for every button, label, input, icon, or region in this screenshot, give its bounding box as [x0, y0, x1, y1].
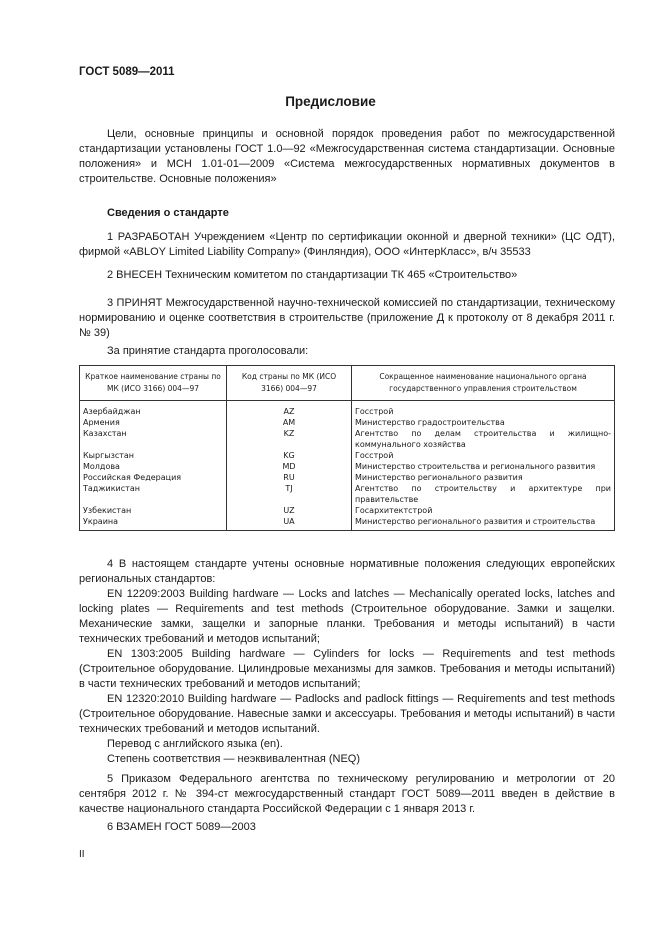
- code-cell: AM: [227, 417, 352, 428]
- table-row: [80, 516, 615, 531]
- country-cell: Таджикистан: [80, 483, 227, 505]
- table-row: [80, 461, 615, 472]
- code-cell: TJ: [227, 483, 352, 505]
- country-cell: Молдова: [80, 461, 227, 472]
- item-introduced: 2 ВНЕСЕН Техническим комитетом по стандартизации ТК 465 «Строительство»: [107, 269, 518, 281]
- intro-paragraph: Цели, основные принципы и основной порядок проведения работ по межгосударственной стандартизации установлены ГОСТ 1.0—92 «Межгосударственная система стандартизации. Основные положения» и МСН 1.01-01—2009 «Система межгосударственных нормативных документов в строительстве. Основные положения»: [79, 128, 615, 185]
- about-heading: Сведения о стандарте: [107, 207, 229, 219]
- col-header-country: Краткое наименование страны по МК (ИСО 3166) 004—97: [80, 366, 227, 401]
- code-cell: MD: [227, 461, 352, 472]
- org-cell: Госстрой: [352, 450, 615, 461]
- country-cell: Украина: [80, 516, 227, 531]
- voted-label: За принятие стандарта проголосовали:: [107, 345, 309, 357]
- code-cell: KZ: [227, 428, 352, 450]
- org-cell: Министерство регионального развития: [352, 472, 615, 483]
- table-row: [80, 450, 615, 461]
- country-cell: Российская Федерация: [80, 472, 227, 483]
- table-header-row: [80, 366, 615, 401]
- item4-standard-1: EN 12209:2003 Building hardware — Locks and latches — Mechanically operated locks, latches and locking plates — Requirements and test methods (Строительное оборудование. Замки и защелки. Механические замки, защелки и запорные планки. Требования и методы испытаний) в части технических требований и методов испытаний;: [79, 588, 615, 645]
- item4-conformity: Степень соответствия — неэквивалентная (NEQ): [107, 753, 361, 765]
- org-cell: Госстрой: [352, 401, 615, 418]
- org-cell: Госархитектстрой: [352, 505, 615, 516]
- code-cell: RU: [227, 472, 352, 483]
- item4-translation: Перевод с английского языка (en).: [107, 738, 283, 750]
- org-cell: Министерство строительства и регионального развития: [352, 461, 615, 472]
- country-cell: Азербайджан: [80, 401, 227, 418]
- col-header-org: Сокращенное наименование национального органа государственного управления строительством: [352, 366, 615, 401]
- document-header: ГОСТ 5089—2011: [79, 66, 175, 78]
- table-row: [80, 428, 615, 450]
- voting-table: [79, 365, 615, 531]
- country-cell: Казахстан: [80, 428, 227, 450]
- item-developed: 1 РАЗРАБОТАН Учреждением «Центр по сертификации оконной и дверной техники» (ЦС ОДТ), фирмой «ABLOY Limited Liability Company» (Финляндия), ООО «ИнтерКласс», в/ч 35533: [79, 231, 615, 258]
- code-cell: AZ: [227, 401, 352, 418]
- table-row: [80, 483, 615, 505]
- col-header-code: Код страны по МК (ИСО 3166) 004—97: [227, 366, 352, 401]
- org-cell: Агентство по строительству и архитектуре при правительстве: [352, 483, 615, 505]
- item-4: [79, 557, 615, 767]
- item-5: 5 Приказом Федерального агентства по техническому регулированию и метрологии от 20 сентября 2012 г. № 394-ст межгосударственный стандарт ГОСТ 5089—2011 введен в действие в качестве национального стандарта Российской Федерации с 1 января 2013 г.: [79, 773, 615, 815]
- table-row: [80, 417, 615, 428]
- item4-lead: 4 В настоящем стандарте учтены основные нормативные положения следующих европейских региональных стандартов:: [79, 558, 615, 585]
- item-6: 6 ВЗАМЕН ГОСТ 5089—2003: [107, 821, 256, 833]
- item4-standard-3: EN 12320:2010 Building hardware — Padlocks and padlock fittings — Requirements and test methods (Строительное оборудование. Навесные замки и аксессуары. Требования и методы испытаний) в части технических требований и методов испытаний.: [79, 693, 615, 735]
- table-row: [80, 472, 615, 483]
- item4-standard-2: EN 1303:2005 Building hardware — Cylinders for locks — Requirements and test methods (Строительное оборудование. Цилиндровые механизмы для замков. Требования и методы испытаний) в части технических требований и методов испытаний;: [79, 648, 615, 690]
- page-title: Предисловие: [285, 94, 376, 109]
- org-cell: Министерство градостроительства: [352, 417, 615, 428]
- code-cell: KG: [227, 450, 352, 461]
- org-cell: Министерство регионального развития и строительства: [352, 516, 615, 531]
- org-cell: Агентство по делам строительства и жилищно-коммунального хозяйства: [352, 428, 615, 450]
- table-row: [80, 505, 615, 516]
- code-cell: UA: [227, 516, 352, 531]
- country-cell: Кыргызстан: [80, 450, 227, 461]
- page-number: II: [79, 849, 85, 860]
- country-cell: Узбекистан: [80, 505, 227, 516]
- code-cell: UZ: [227, 505, 352, 516]
- item-adopted: 3 ПРИНЯТ Межгосударственной научно-технической комиссией по стандартизации, техническому нормированию и оценке соответствия в строительстве (приложение Д к протоколу от 8 декабря 2011 г. № 39): [79, 297, 615, 339]
- country-cell: Армения: [80, 417, 227, 428]
- table-row: [80, 401, 615, 418]
